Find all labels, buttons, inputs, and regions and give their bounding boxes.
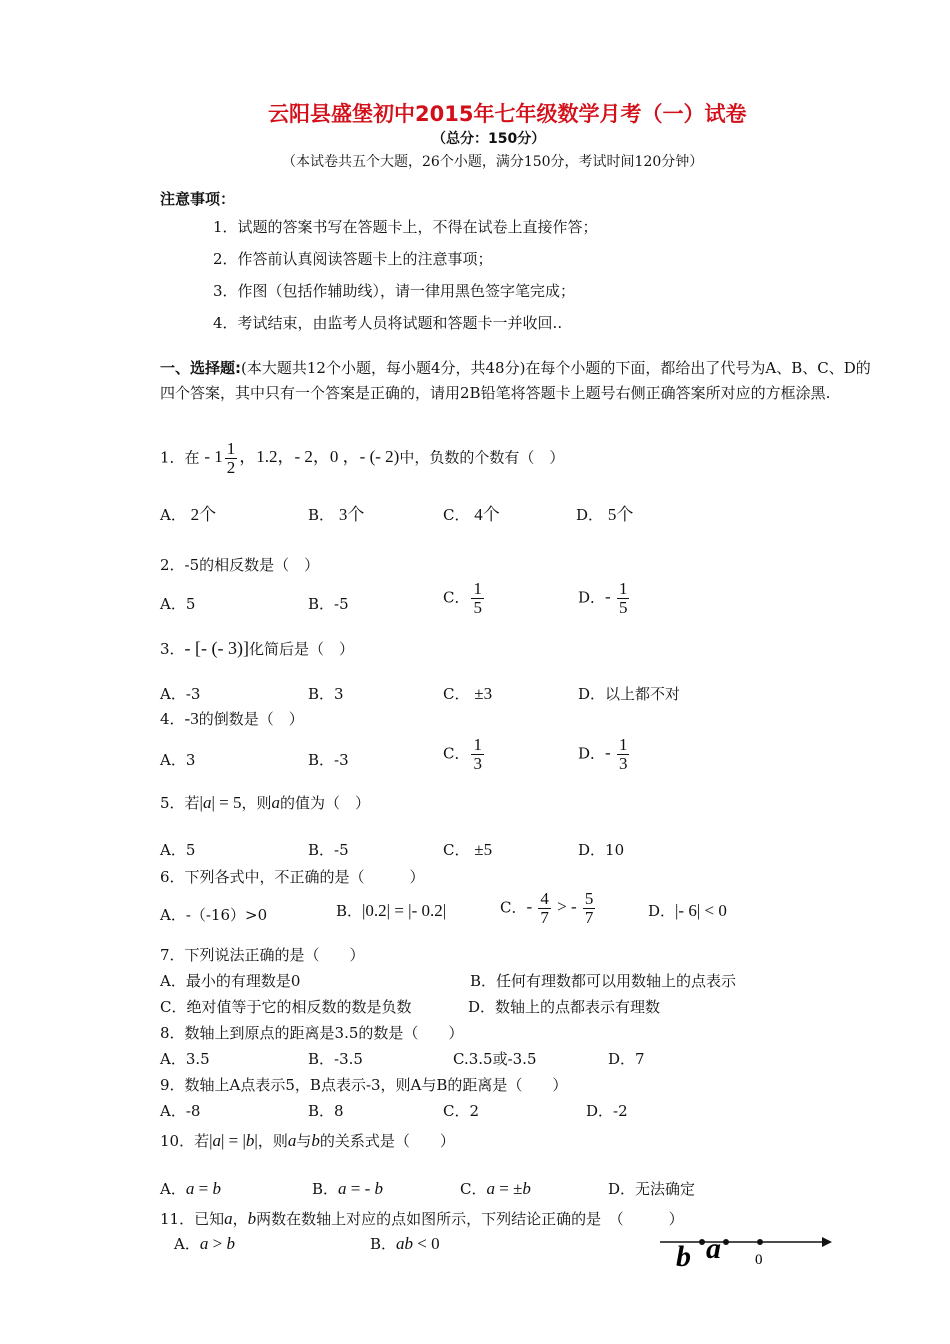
- label-a: a: [706, 1232, 721, 1265]
- q10-option-b: B．a = - b: [312, 1179, 384, 1198]
- q4-option-c: C． $\frac{1}{3}$: [443, 735, 482, 773]
- question-3: 3．- [- (- 3)]化简后是（ ）: [160, 638, 355, 658]
- question-6: 6．下列各式中，不正确的是（ ）: [160, 868, 425, 886]
- point-b: [699, 1239, 705, 1245]
- number-line-figure: [660, 1222, 840, 1278]
- q3-option-b: B．3: [308, 685, 344, 703]
- question-10: 10．若|a| = |b|，则a与b的关系式是（ ）: [160, 1131, 455, 1150]
- question-8: 8．数轴上到原点的距离是3.5的数是（ ）: [160, 1024, 464, 1042]
- q10-option-c: C．a = ±b: [460, 1179, 531, 1198]
- q6-option-d: D．|- 6| < 0: [648, 901, 727, 920]
- q3-option-a: A．-3: [160, 685, 201, 703]
- q1-suffix: 中，负数的个数有（ ）: [399, 448, 565, 467]
- notice-heading: 注意事项：: [160, 190, 236, 208]
- q1-option-b: B． 3个: [308, 505, 365, 524]
- q4-option-d: D．- $\frac{1}{3}$: [578, 735, 628, 773]
- page-title: 云阳县盛堡初中2015年七年级数学月考（一）试卷: [268, 102, 747, 126]
- q5-option-c: C． ±5: [443, 840, 493, 859]
- q1-prefix: 1．在: [160, 448, 200, 467]
- q6-option-c: C．- $\frac{4}{7}$ > - $\frac{5}{7}$: [500, 889, 594, 927]
- arrow-icon: [822, 1237, 832, 1247]
- q6-option-a: A．-（-16）>0: [160, 906, 268, 924]
- total-score: （总分：150分）: [432, 131, 546, 147]
- q5-option-b: B．-5: [308, 841, 349, 859]
- notice-item-2: 2．作答前认真阅读答题卡上的注意事项；: [213, 250, 493, 268]
- q10-expression: |a| = |b|: [209, 1131, 258, 1150]
- q2-option-a: A．5: [160, 595, 196, 613]
- q7-option-b: B．任何有理数都可以用数轴上的点表示: [470, 972, 737, 990]
- notice-item-1: 1．试题的答案书写在答题卡上，不得在试卷上直接作答；: [213, 218, 598, 236]
- question-9: 9．数轴上A点表示5，B点表示-3，则A与B的距离是（ ）: [160, 1076, 568, 1094]
- q8-option-a: A．3.5: [160, 1050, 210, 1068]
- point-zero: [757, 1239, 763, 1245]
- q7-option-d: D．数轴上的点都表示有理数: [468, 998, 661, 1016]
- question-2: 2．-5的相反数是（ ）: [160, 556, 320, 574]
- q8-option-c: C.3.5或-3.5: [453, 1050, 537, 1068]
- point-a: [723, 1239, 729, 1245]
- q1-option-a: A． 2个: [160, 505, 217, 524]
- q9-option-b: B．8: [308, 1102, 344, 1120]
- q3-option-c: C． ±3: [443, 684, 493, 703]
- question-1: [160, 440, 564, 477]
- q9-option-a: A．-8: [160, 1102, 201, 1120]
- q8-option-b: B．-3.5: [308, 1050, 363, 1068]
- q10-option-d: D．无法确定: [608, 1180, 696, 1198]
- q1-expression: - 1 $\frac{1}{2}$ ，1.2，- 2，0 ，- (- 2): [204, 439, 400, 477]
- q3-expression: - [- (- 3)]: [184, 638, 250, 658]
- notice-item-3: 3．作图（包括作辅助线），请一律用黑色签字笔完成；: [213, 282, 576, 300]
- label-zero: 0: [755, 1252, 763, 1268]
- section1-intro: [160, 356, 872, 406]
- section1-text: (本大题共12个小题，每小题4分，共48分)在每个小题的下面，都给出了代号为A、B、C、D的四个答案，其中只有一个答案是正确的，请用2B铅笔将答题卡上题号右侧正确答案所对应的方框涂黑.: [160, 359, 871, 402]
- question-4: 4．-3的倒数是（ ）: [160, 709, 304, 728]
- q1-option-d: D． 5个: [576, 505, 634, 524]
- q4-option-a: A．3: [160, 751, 196, 769]
- q5-option-a: A．5: [160, 841, 196, 859]
- q3-option-d: D．以上都不对: [578, 685, 681, 703]
- q5-option-d: D．10: [578, 841, 625, 859]
- q11-option-a: A．a > b: [174, 1234, 235, 1253]
- exam-info: （本试卷共五个大题，26个小题，满分150分，考试时间120分钟）: [282, 154, 704, 170]
- question-11: 11．已知a，b两数在数轴上对应的点如图所示，下列结论正确的是 （ ）: [160, 1209, 684, 1228]
- q2-option-c: C． $\frac{1}{5}$: [443, 579, 482, 617]
- question-7: 7．下列说法正确的是（ ）: [160, 946, 365, 964]
- q9-option-c: C．2: [443, 1102, 480, 1120]
- q5-expression: |a| = 5: [199, 793, 242, 812]
- label-b: b: [676, 1240, 691, 1273]
- q2-option-b: B．-5: [308, 595, 349, 613]
- q10-option-a: A．a = b: [160, 1179, 221, 1198]
- q9-option-d: D．-2: [586, 1102, 628, 1120]
- q11-option-b: B．ab < 0: [370, 1234, 440, 1253]
- q7-option-a: A．最小的有理数是0: [160, 972, 301, 990]
- q6-option-b: B．|0.2| = |- 0.2|: [336, 901, 447, 920]
- q4-option-b: B．-3: [308, 751, 349, 769]
- section1-label: 一、选择题:: [160, 359, 241, 377]
- notice-item-4: 4．考试结束，由监考人员将试题和答题卡一并收回..: [213, 314, 563, 332]
- q2-option-d: D．- $\frac{1}{5}$: [578, 579, 628, 617]
- q8-option-d: D．7: [608, 1050, 645, 1068]
- q1-option-c: C． 4个: [443, 505, 500, 524]
- q7-option-c: C．绝对值等于它的相反数的数是负数: [160, 998, 412, 1016]
- question-5: 5．若|a| = 5，则a的值为（ ）: [160, 793, 370, 812]
